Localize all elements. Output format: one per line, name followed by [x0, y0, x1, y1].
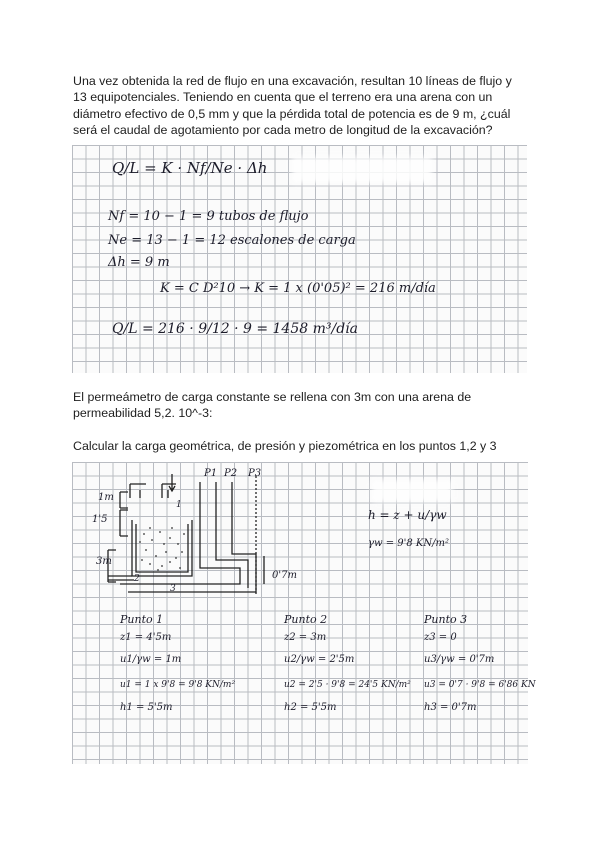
label-0-7m: 0'7m	[272, 570, 297, 581]
label-point-2: 2	[134, 574, 140, 584]
point-3-u: u3 = 0'7 · 9'8 = 6'86 KN	[424, 680, 536, 690]
redacted-smear-2	[372, 480, 452, 502]
point-3-title: Punto 3	[424, 613, 468, 626]
piezometric-formula: h = z + u/γw	[368, 508, 447, 522]
point-2-z: z2 = 3m	[284, 632, 327, 643]
label-p1: P1	[204, 468, 218, 479]
label-point-3: 3	[170, 584, 176, 594]
point-1-u-over-g: u1/γw = 1m	[120, 654, 182, 665]
label-point-1: 1	[176, 500, 182, 510]
point-3-u-over-g: u3/γw = 0'7m	[424, 654, 495, 665]
point-1-z: z1 = 4'5m	[120, 632, 172, 643]
point-1-u: u1 = 1 x 9'8 = 9'8 KN/m²	[120, 680, 236, 690]
label-p2: P2	[224, 468, 238, 479]
label-3m: 3m	[96, 556, 112, 567]
solution-1-grid-photo	[72, 145, 527, 373]
dh-line: Δh = 9 m	[108, 255, 170, 270]
point-1-title: Punto 1	[120, 613, 164, 626]
point-2-title: Punto 2	[284, 613, 328, 626]
point-2-u-over-g: u2/γw = 2'5m	[284, 654, 355, 665]
problem-1-text: Una vez obtenida la red de flujo en una excavación, resultan 10 líneas de flujo y 13 equipotenciales. Teniendo en cuenta que el terreno era una arena con un diámetro efectivo de 0,5 mm y que la pérdida total de potencia es de 9 m, ¿cuál será el caudal de agotamiento por cada metro de longitud de la excavación?	[73, 74, 512, 138]
ne-line: Ne = 13 − 1 = 12 escalones de carga	[108, 233, 356, 248]
problem-2-question: Calcular la carga geométrica, de presión y piezométrica en los puntos 1,2 y 3	[73, 439, 497, 453]
point-2-h: h2 = 5'5m	[284, 702, 337, 713]
label-1-5: 1'5	[92, 514, 108, 525]
label-p3: P3	[248, 468, 262, 479]
point-2-u: u2 = 2'5 · 9'8 = 24'5 KN/m²	[284, 680, 411, 690]
gamma-w-value: γw = 9'8 KN/m²	[368, 538, 450, 549]
solution-2-grid-photo	[72, 462, 536, 764]
redacted-smear	[292, 157, 432, 183]
flow-formula: Q/L = K · Nf/Ne · Δh	[112, 159, 268, 177]
permeameter-diagram	[80, 464, 280, 604]
result-line: Q/L = 216 · 9/12 · 9 = 1458 m³/día	[112, 321, 358, 337]
point-1-h: h1 = 5'5m	[120, 702, 173, 713]
point-3-h: h3 = 0'7m	[424, 702, 477, 713]
point-3-z: z3 = 0	[424, 632, 457, 643]
problem-2-text: El permeámetro de carga constante se rellena con 3m con una arena de permeabilidad 5,2. 10^-3:	[73, 390, 472, 421]
nf-line: Nf = 10 − 1 = 9 tubos de flujo	[108, 209, 309, 224]
k-line: K = C D²10 → K = 1 x (0'05)² = 216 m/día	[160, 281, 436, 296]
label-1m: 1m	[98, 492, 114, 503]
